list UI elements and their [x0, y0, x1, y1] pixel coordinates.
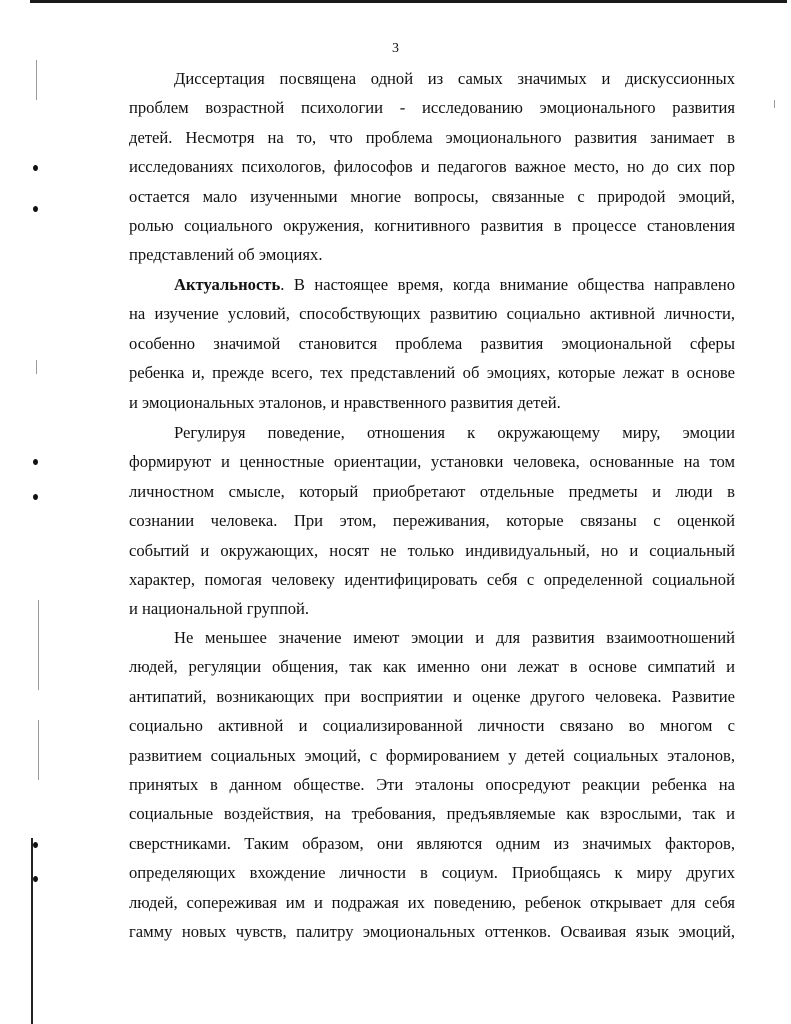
text-line: развитием социальных эмоций, с формированием у детей социальных эталонов, — [129, 745, 735, 765]
text-line: остается мало изученными многие вопросы, связанные с природой эмоций, — [129, 186, 735, 206]
text-line: сверстниками. Таким образом, они являются одним из значимых факторов, — [129, 833, 735, 853]
paragraph-4 — [129, 623, 735, 946]
scan-mark-dot — [33, 842, 38, 848]
scan-mark-tick — [36, 360, 37, 374]
text-line: принятых в данном обществе. Эти эталоны опосредуют реакции ребенка на — [129, 774, 735, 794]
bold-heading: Актуальность — [174, 275, 281, 294]
text-line: ролью социального окружения, когнитивного развития в процессе становления — [129, 215, 735, 235]
text-line: социальные воздействия, на требования, предъявляемые как взрослыми, так и — [129, 804, 735, 824]
scan-top-border — [30, 0, 787, 3]
text-line: Диссертация посвящена одной из самых значимых и дискуссионных — [174, 69, 735, 88]
text-line: людей, сопереживая им и подражая их поведению, ребенок открывает для себя — [129, 892, 735, 912]
text-line: определяющих вхождение личности в социум. Приобщаясь к миру других — [129, 863, 735, 883]
text-line: формируют и ценностные ориентации, установки человека, основанные на том — [129, 452, 735, 472]
text-line: на изучение условий, способствующих развитию социально активной личности, — [129, 304, 735, 324]
scan-mark-dot — [33, 165, 38, 171]
scan-left-edge — [31, 838, 33, 1024]
scan-mark-tick — [36, 60, 37, 100]
page-number: 3 — [392, 41, 399, 56]
text-line — [129, 270, 735, 299]
text-line: личностном смысле, который приобретают отдельные предметы и люди в — [129, 481, 735, 501]
text-line: людей, регуляции общения, так как именно они лежат в основе симпатий и — [129, 657, 735, 677]
paragraph-3 — [129, 418, 735, 624]
scan-mark-tick — [774, 100, 775, 108]
text-line: сознании человека. При этом, переживания, которые связаны с оценкой — [129, 511, 735, 531]
text-fragment: . В настоящее время, когда внимание общества направлено — [280, 275, 735, 294]
text-line: и национальной группой. — [129, 599, 310, 619]
text-line: проблем возрастной психологии - исследованию эмоционального развития — [129, 98, 735, 118]
scan-mark-dot — [33, 206, 38, 212]
text-line: ребенка и, прежде всего, тех представлений об эмоциях, которые лежат в основе — [129, 363, 735, 383]
text-line: гамму новых чувств, палитру эмоциональных оттенков. Осваивая язык эмоций, — [129, 921, 735, 941]
text-line: представлений об эмоциях. — [129, 245, 323, 265]
scan-mark-dot — [33, 494, 38, 500]
paragraph-2 — [129, 270, 735, 417]
text-line: детей. Несмотря на то, что проблема эмоционального развития занимает в — [129, 127, 735, 147]
text-line: исследованиях психологов, философов и педагогов важное место, но до сих пор — [129, 157, 735, 177]
scan-mark-dot — [33, 459, 38, 465]
scan-mark-dot — [33, 876, 38, 882]
text-line: характер, помогая человеку идентифицировать себя с определенной социальной — [129, 569, 735, 589]
scan-mark-tick — [38, 720, 39, 780]
text-line: Не меньшее значение имеют эмоции и для развития взаимоотношений — [174, 628, 735, 647]
text-line: социально активной и социализированной личности связано во многом с — [129, 716, 735, 736]
paragraph-1 — [129, 64, 735, 270]
scan-mark-tick — [38, 600, 39, 690]
text-line: и эмоциональных эталонов, и нравственного развития детей. — [129, 392, 561, 412]
text-line: особенно значимой становится проблема развития эмоциональной сферы — [129, 333, 735, 353]
text-line: Регулируя поведение, отношения к окружающему миру, эмоции — [174, 423, 735, 442]
text-line: антипатий, возникающих при восприятии и оценке другого человека. Развитие — [129, 686, 735, 706]
text-line: событий и окружающих, носят не только индивидуальный, но и социальный — [129, 540, 735, 560]
